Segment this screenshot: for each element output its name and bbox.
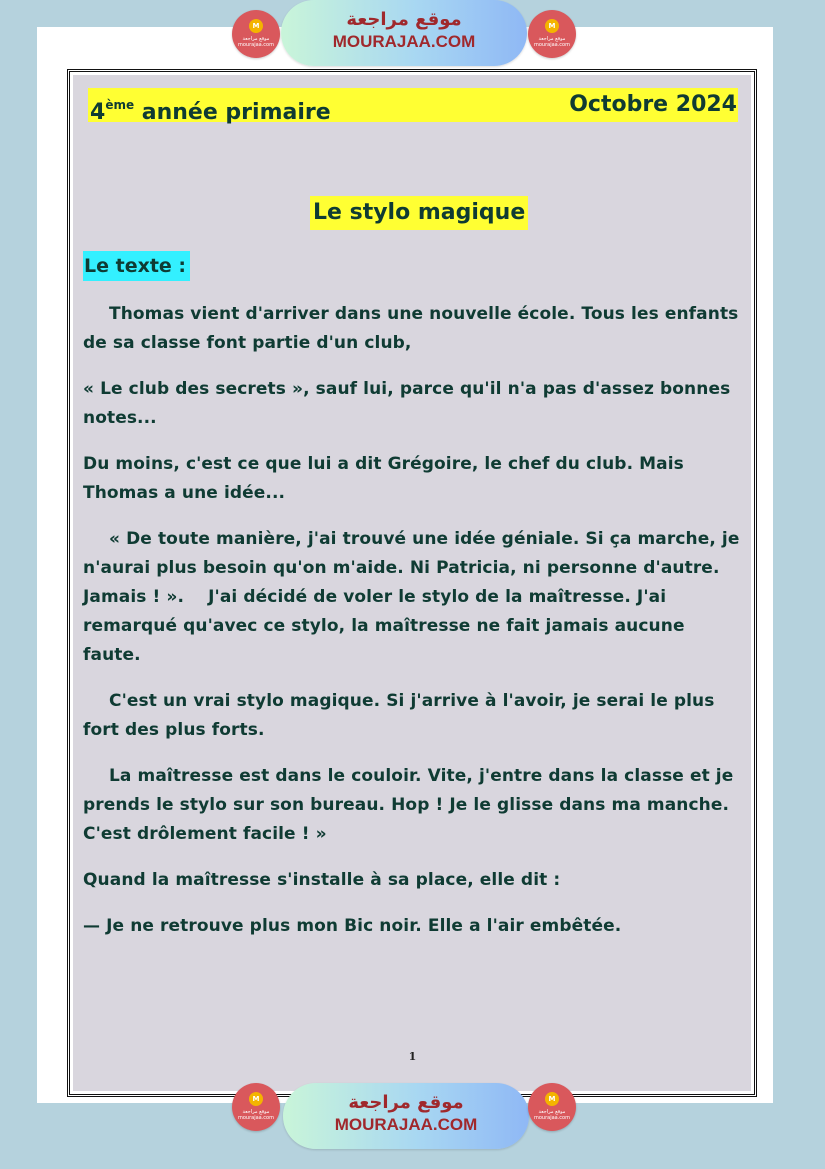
grade-label	[90, 89, 331, 129]
page-number: 1	[408, 1050, 417, 1063]
logo-badge-right-top[interactable]	[528, 10, 576, 58]
grade-number: 4	[90, 100, 106, 125]
banner-site-name: MOURAJAA.COM	[334, 1115, 478, 1134]
logo-badge-text: موقع مراجعة mourajaa.com	[533, 36, 570, 48]
site-banner-bottom[interactable]	[283, 1083, 529, 1149]
section-label: Le texte :	[83, 251, 190, 281]
document-title: Le stylo magique	[310, 196, 528, 230]
site-banner-top[interactable]	[281, 0, 527, 66]
logo-icon: M	[249, 19, 263, 33]
logo-badge-right-bottom[interactable]	[528, 1083, 576, 1131]
paragraph: Thomas vient d'arriver dans une nouvelle école. Tous les enfants de sa classe font partie d'un club,	[83, 304, 739, 353]
paragraph: La maîtresse est dans le couloir. Vite, j'entre dans la classe et je prends le stylo sur son bureau. Hop ! Je le glisse dans ma manche. C'est drôlement facile ! »	[83, 766, 734, 844]
paragraph: Du moins, c'est ce que lui a dit Grégoire, le chef du club. Mais Thomas a une idée...	[83, 454, 684, 503]
logo-badge-text: موقع مراجعة mourajaa.com	[237, 1109, 274, 1121]
logo-icon: M	[249, 1092, 263, 1106]
logo-badge-text: موقع مراجعة mourajaa.com	[533, 1109, 570, 1121]
paragraph: Quand la maîtresse s'installe à sa place, elle dit :	[83, 870, 561, 890]
date-label: Octobre 2024	[569, 92, 737, 117]
paragraph: C'est un vrai stylo magique. Si j'arrive à l'avoir, je serai le plus fort des plus forts.	[83, 691, 715, 740]
paragraph: « De toute manière, j'ai trouvé une idée géniale. Si ça marche, je n'aurai plus besoin qu'on m'aide. Ni Patricia, ni personne d'autre. Jamais ! ». J'ai décidé de voler le stylo de la maîtresse. J'ai remarqué qu'avec ce stylo, la maîtresse ne fait jamais aucune faute.	[83, 529, 746, 665]
paragraph: « Le club des secrets », sauf lui, parce qu'il n'a pas d'assez bonnes notes...	[83, 379, 731, 428]
grade-rest: année primaire	[134, 100, 331, 125]
logo-badge-left-bottom[interactable]	[232, 1083, 280, 1131]
logo-badge-text: موقع مراجعة mourajaa.com	[237, 36, 274, 48]
logo-icon: M	[545, 1092, 559, 1106]
banner-arabic-text: موقع مراجعة	[346, 9, 462, 30]
logo-badge-left-top[interactable]	[232, 10, 280, 58]
banner-site-name: MOURAJAA.COM	[332, 32, 476, 51]
paragraph: — Je ne retrouve plus mon Bic noir. Elle a l'air embêtée.	[83, 916, 622, 936]
reading-text	[83, 300, 746, 958]
grade-suffix: ème	[105, 98, 135, 112]
banner-arabic-text: موقع مراجعة	[348, 1092, 464, 1113]
logo-icon: M	[545, 19, 559, 33]
